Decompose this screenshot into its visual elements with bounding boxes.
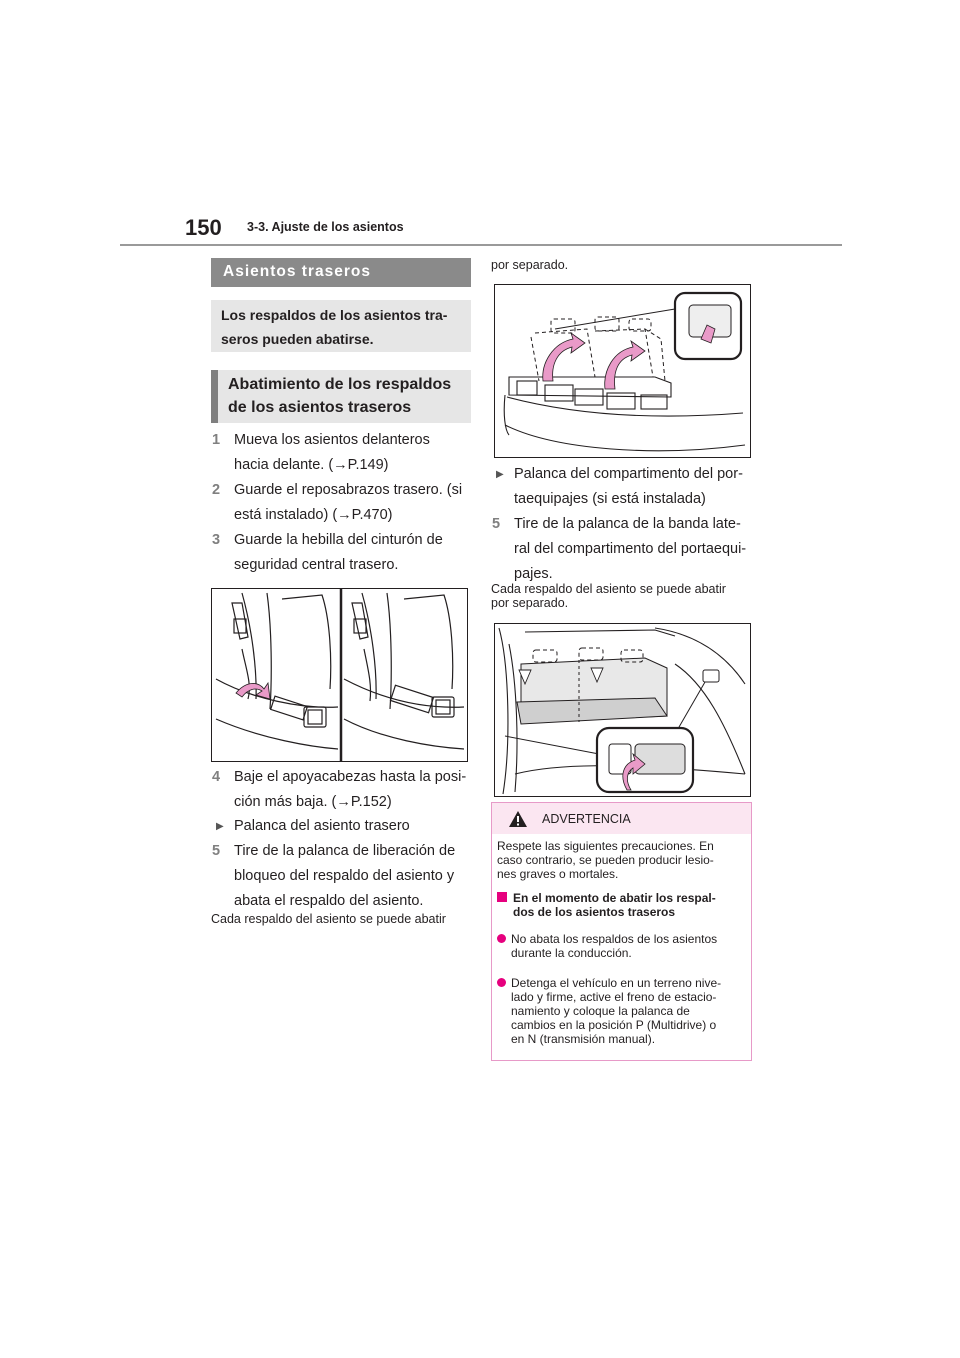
luggage-lever-illustration [495,624,750,796]
intro-box [211,300,471,352]
step-number: 5 [492,516,501,532]
header-rule [120,244,842,246]
subheading-box [211,370,471,423]
section-title: 3-3. Ajuste de los asientos [247,220,404,234]
warning-triangle-icon [508,810,528,828]
figure-belt-buckle [211,588,468,762]
warning-item [497,932,747,960]
step-text-line: está instalado) (→P.470) [234,507,393,523]
square-bullet-icon [497,892,507,902]
warning-heading [497,891,747,919]
warning-title: ADVERTENCIA [542,812,631,826]
fold-arrow-right-icon [605,341,645,389]
step-text-line: hacia delante. (→P.149) [234,457,389,473]
figure-seatback-fold [494,284,751,458]
step-5-left [212,839,474,914]
triangle-bullet-icon: ▶ [496,469,504,480]
step-text-line: ción más baja. (→P.152) [234,794,392,810]
step-number: 2 [212,482,221,498]
option-label-line: Palanca del compartimento del por- [514,466,743,482]
warning-item-line: Detenga el vehículo en un terreno nive- [511,976,722,990]
circle-bullet-icon [497,934,506,943]
circle-bullet-icon [497,978,506,987]
note-continued: por separado. [491,258,569,272]
note-line: por separado. [491,596,569,610]
option-label-line: taequipajes (si está instalada) [514,491,706,507]
warning-item-line: No abata los respaldos de los asientos [511,932,718,946]
arrow-icon [236,683,270,699]
warning-intro [497,839,747,881]
step-text-line: Tire de la palanca de liberación de [234,843,456,859]
intro-line-1: Los respaldos de los asientos tra- [221,307,448,323]
subheading-line-1: Abatimiento de los respaldos [228,376,452,393]
figure-luggage-lever [494,623,751,797]
step-number: 3 [212,532,221,548]
warning-item [497,976,747,1046]
warning-intro-line: caso contrario, se pueden producir lesio- [497,853,714,867]
warning-item-line: en N (transmisión manual). [511,1032,656,1046]
step-text-line: pajes. [514,566,553,582]
warning-heading-line: En el momento de abatir los respal- [513,891,716,905]
warning-intro-line: nes graves o mortales. [497,867,619,881]
belt-buckle-illustration [212,589,467,761]
note-left: Cada respaldo del asiento se puede abatir [211,912,446,926]
note-right [491,582,726,610]
warning-box [491,802,752,1061]
step-text-line: bloqueo del respaldo del asiento y [234,868,455,884]
step-1 [212,428,474,478]
seatback-fold-illustration [495,285,750,457]
step-text-line: Guarde la hebilla del cinturón de [234,532,443,548]
warning-intro-line: Respete las siguientes precauciones. En [497,839,714,853]
warning-item-line: namiento y coloque la palanca de [511,1004,690,1018]
option-luggage-lever [496,462,756,512]
section-heading: Asientos traseros [223,263,371,280]
step-number: 5 [212,843,221,859]
section-heading-bar [211,258,471,287]
step-3 [212,528,474,578]
step-text-line: Mueva los asientos delanteros [234,432,430,448]
fold-arrow-left-icon [543,333,585,381]
intro-line-2: seros pueden abatirse. [221,331,374,347]
step-4 [212,765,474,815]
step-2 [212,478,474,528]
step-number: 1 [212,432,221,448]
note-line: Cada respaldo del asiento se puede abatir [491,582,726,596]
step-5-right [492,512,756,587]
step-text-line: Guarde el reposabrazos trasero. (si [234,482,463,498]
step-text-line: seguridad central trasero. [234,557,399,573]
step-text-line: Tire de la palanca de la banda late- [514,516,741,532]
warning-item-line: cambios en la posición P (Multidrive) o [511,1018,717,1032]
option-label: Palanca del asiento trasero [234,818,410,834]
triangle-bullet-icon: ▶ [216,821,224,832]
warning-heading-line: dos de los asientos traseros [513,905,676,919]
subheading-line-2: de los asientos traseros [228,399,412,416]
option-rear-seat-lever [216,814,474,839]
warning-header [492,803,751,834]
warning-item-line: durante la conducción. [511,946,632,960]
step-text-line: abata el respaldo del asiento. [234,893,424,909]
step-text-line: ral del compartimento del portaequi- [514,541,747,557]
step-number: 4 [212,769,221,785]
page-number: 150 [185,215,222,240]
warning-item-line: lado y firme, active el freno de estacio- [511,990,717,1004]
step-text-line: Baje el apoyacabezas hasta la posi- [234,769,467,785]
